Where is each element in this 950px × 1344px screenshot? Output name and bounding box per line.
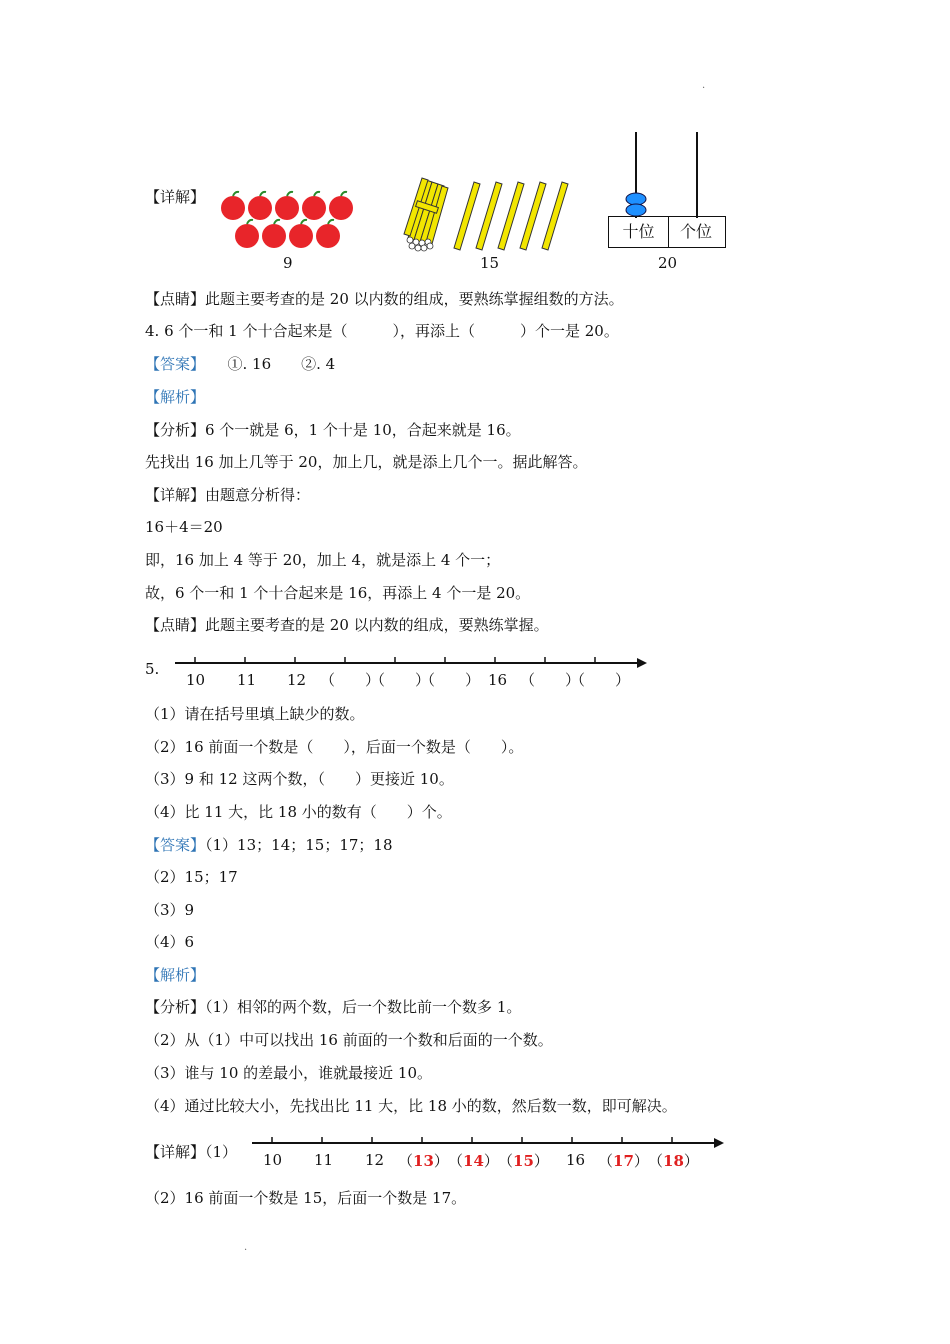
nl2-filled-value: 18 xyxy=(663,1152,684,1170)
apple-icon xyxy=(262,220,286,248)
nl2-filled: （18） xyxy=(648,1152,699,1170)
stick-icon xyxy=(454,182,480,250)
apple-icon xyxy=(316,220,340,248)
equation: 16＋4＝20 xyxy=(145,518,223,536)
answer-label: 【答案】 xyxy=(145,836,206,854)
caption-apples: 9 xyxy=(283,254,293,272)
stick-icon xyxy=(542,182,568,250)
fenxi-5-4: （4）通过比较大小，先找出比 11 大，比 18 小的数，然后数一数，即可解决。 xyxy=(145,1097,677,1115)
answer-5-1-text: （1）13；14；15；17；18 xyxy=(205,836,393,854)
stick-icon xyxy=(520,182,546,250)
answer-4 xyxy=(145,353,335,374)
apple-icon xyxy=(275,192,299,220)
abacus-ones-label: 个位 xyxy=(679,222,712,241)
apple-row-bottom xyxy=(235,220,340,248)
apple-icon xyxy=(221,192,245,220)
header-mark: . xyxy=(702,80,706,91)
sticks-figure xyxy=(400,176,570,254)
fenxi-5-1: 【分析】（1）相邻的两个数，后一个数比前一个数多 1。 xyxy=(145,998,522,1016)
nl2-filled-value: 14 xyxy=(463,1152,484,1170)
stick-bundle-icon xyxy=(404,178,448,251)
fenxi-2: 先找出 16 加上几等于 20，加上几，就是添上几个一。据此解答。 xyxy=(145,453,588,471)
apple-row-top xyxy=(221,192,353,220)
nl2-filled: （15） xyxy=(498,1152,549,1170)
nl2-filled: （13） xyxy=(398,1152,449,1170)
stick-icon xyxy=(498,182,524,250)
abacus-ones-box xyxy=(667,216,726,248)
xiangjie-1: 【详解】由题意分析得： xyxy=(145,486,311,504)
answer-5-4: （4）6 xyxy=(145,933,195,951)
nl1-label: 16 xyxy=(488,671,508,689)
nl1-blank: （ ） xyxy=(320,671,381,689)
nl1-blank: （ ） xyxy=(370,671,431,689)
nl1-label: 10 xyxy=(186,671,206,689)
xiangjie-3: 故，6 个一和 1 个十合起来是 16，再添上 4 个一是 20。 xyxy=(145,584,531,602)
nl1-label: 11 xyxy=(237,671,257,689)
apple-icon xyxy=(302,192,326,220)
question-4: 4. 6 个一和 1 个十合起来是（ ），再添上（ ）个一是 20。 xyxy=(145,322,619,340)
caption-sticks: 15 xyxy=(480,254,500,272)
apple-icon xyxy=(235,220,259,248)
abacus-tens-label: 十位 xyxy=(622,222,655,241)
nl1-blank: （ ） xyxy=(520,671,581,689)
apples-figure xyxy=(215,190,365,250)
nl2-label: 12 xyxy=(365,1151,385,1169)
dianjing-1: 【点睛】此题主要考查的是 20 以内数的组成，要熟练掌握组数的方法。 xyxy=(145,290,624,308)
fenxi-5-2: （2）从（1）中可以找出 16 前面的一个数和后面的一个数。 xyxy=(145,1031,553,1049)
fenxi-1: 【分析】6 个一就是 6，1 个十是 10，合起来就是 16。 xyxy=(145,421,521,439)
footer-mark: . xyxy=(244,1242,248,1253)
nl2-label: 16 xyxy=(566,1151,586,1169)
nl1-blank: （ ） xyxy=(420,671,481,689)
fenxi-5-3: （3）谁与 10 的差最小，谁就最接近 10。 xyxy=(145,1064,433,1082)
question-5-4: （4）比 11 大，比 18 小的数有（ ）个。 xyxy=(145,803,452,821)
bead-icon xyxy=(626,193,646,205)
nl2-filled-value: 17 xyxy=(613,1152,634,1170)
answer-5-2: （2）15；17 xyxy=(145,868,238,886)
jiexi-label-2: 【解析】 xyxy=(145,966,206,984)
nl2-label: 10 xyxy=(263,1151,283,1169)
stick-icon xyxy=(476,182,502,250)
dianjing-2: 【点睛】此题主要考查的是 20 以内数的组成，要熟练掌握。 xyxy=(145,616,549,634)
apple-icon xyxy=(248,192,272,220)
xiangjie-5-label: 【详解】（1） xyxy=(145,1143,238,1161)
question-5-1: （1）请在括号里填上缺少的数。 xyxy=(145,705,365,723)
arrow-right-icon xyxy=(714,1138,724,1148)
xiangjie-2: 即，16 加上 4 等于 20，加上 4，就是添上 4 个一； xyxy=(145,551,501,569)
nl2-filled-value: 13 xyxy=(413,1152,434,1170)
nl2-filled: （14） xyxy=(448,1152,499,1170)
answer-5-1 xyxy=(145,834,393,855)
question-5-number: 5. xyxy=(145,660,160,678)
nl1-blank: （ ） xyxy=(570,671,631,689)
arrow-right-icon xyxy=(637,658,647,668)
apple-icon xyxy=(289,220,313,248)
nl2-filled-value: 15 xyxy=(513,1152,534,1170)
nl2-filled: （17） xyxy=(598,1152,649,1170)
answer-4-text: ①. 16 ②. 4 xyxy=(197,355,336,373)
jiexi-label-1: 【解析】 xyxy=(145,388,206,406)
answer-label: 【答案】 xyxy=(145,355,198,373)
question-5-3: （3）9 和 12 这两个数，（ ）更接近 10。 xyxy=(145,770,454,788)
question-5-2: （2）16 前面一个数是（ ），后面一个数是（ ）。 xyxy=(145,738,524,756)
bead-icon xyxy=(626,204,646,216)
abacus-figure xyxy=(608,130,728,220)
single-sticks xyxy=(454,182,568,250)
nl2-label: 11 xyxy=(314,1151,334,1169)
apple-icon xyxy=(329,192,353,220)
caption-abacus: 20 xyxy=(658,254,678,272)
xiangjie-5-2: （2）16 前面一个数是 15，后面一个数是 17。 xyxy=(145,1189,467,1207)
abacus-tens-box xyxy=(608,216,669,248)
figure-label: 【详解】 xyxy=(145,188,206,206)
answer-5-3: （3）9 xyxy=(145,901,195,919)
nl1-label: 12 xyxy=(287,671,307,689)
